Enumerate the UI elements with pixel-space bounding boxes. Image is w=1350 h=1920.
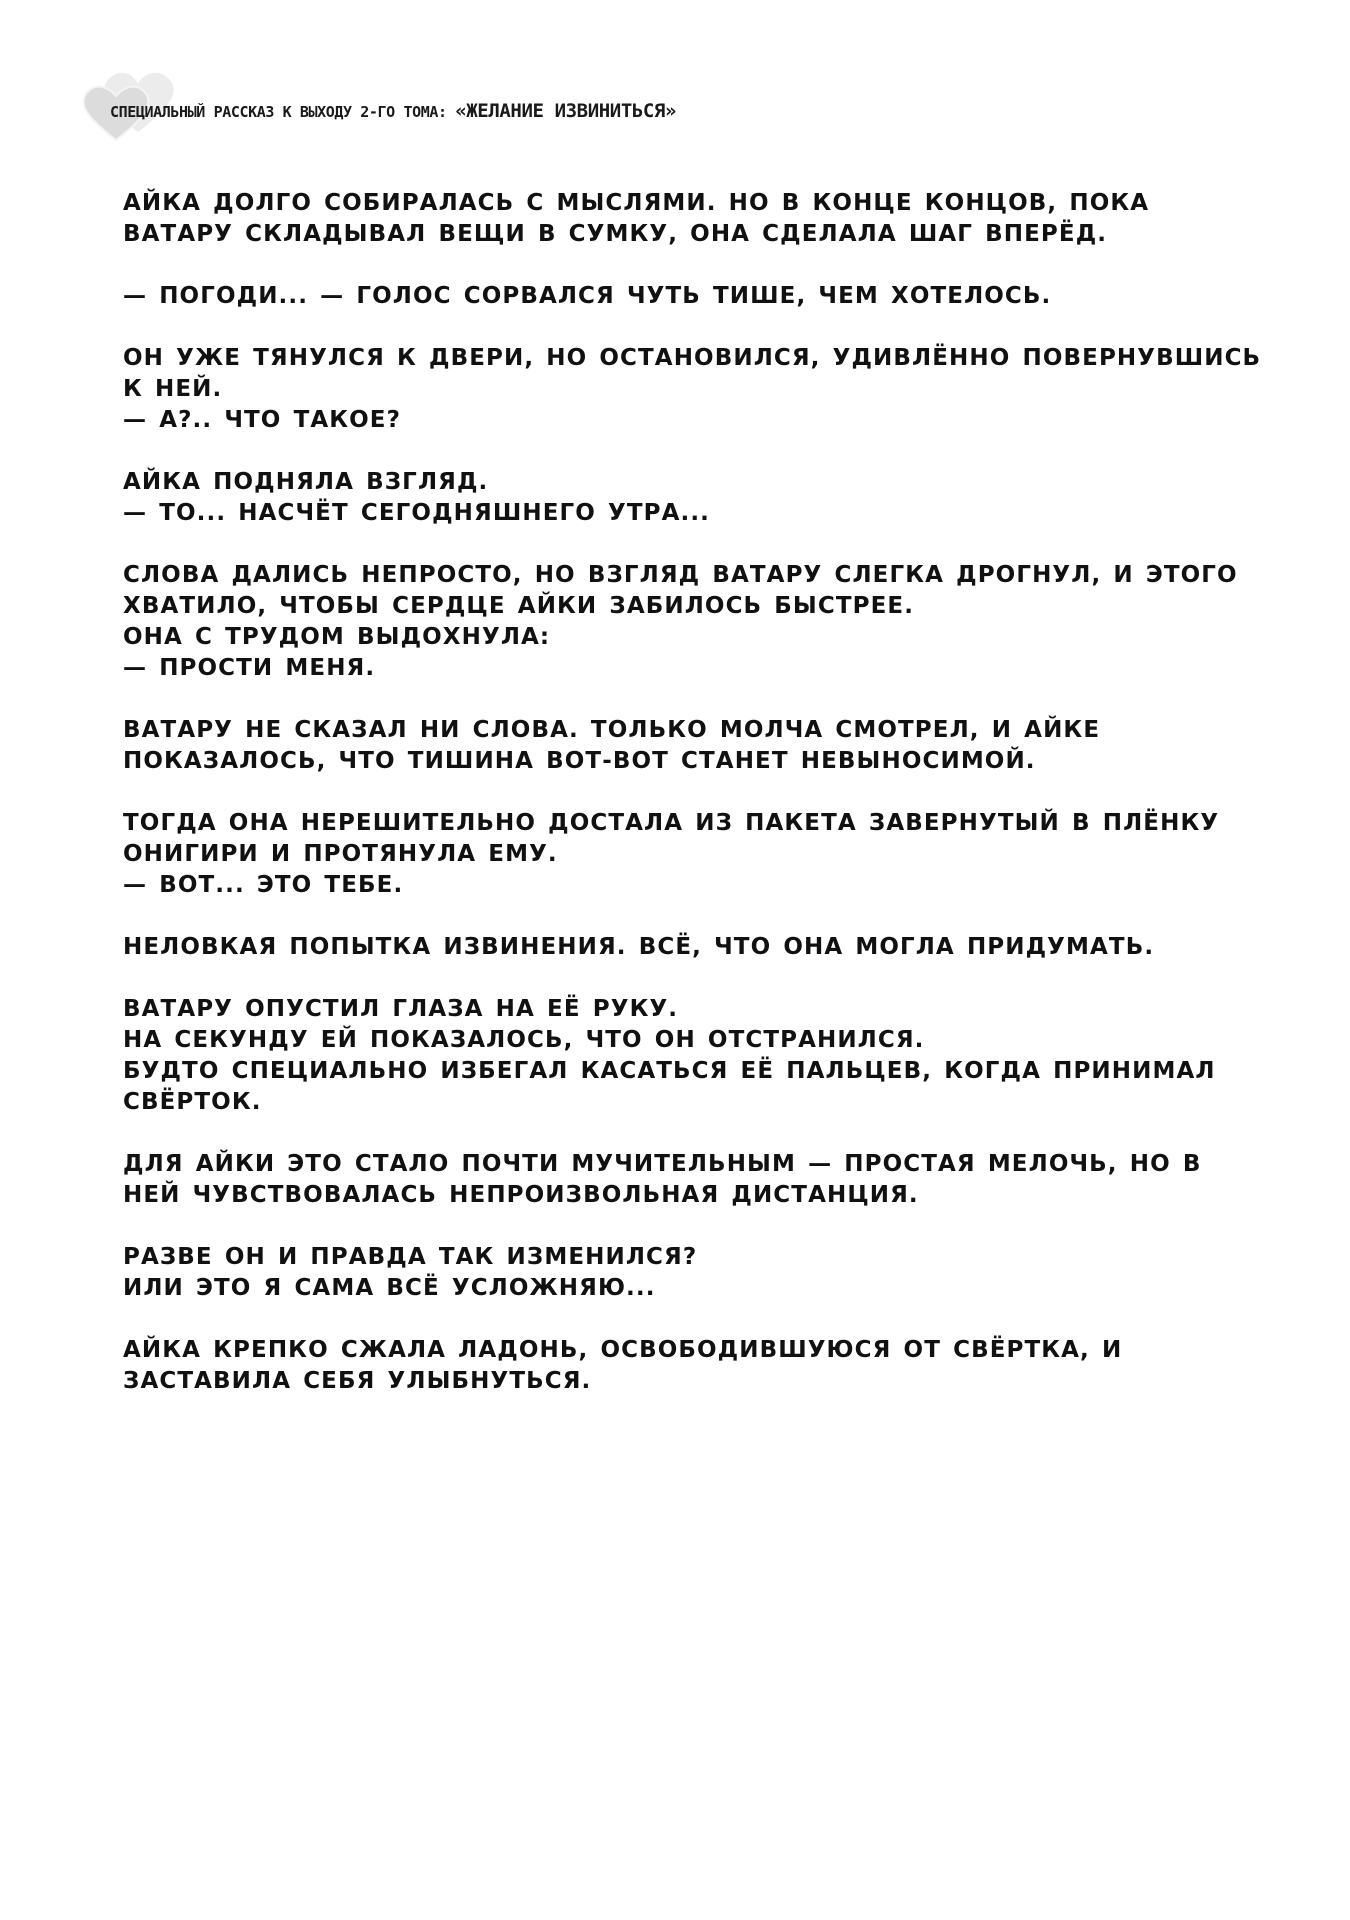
story-paragraph — [123, 994, 1243, 1118]
story-line: — ВОТ... ЭТО ТЕБЕ. — [123, 872, 404, 898]
story-line: ТОГДА ОНА НЕРЕШИТЕЛЬНО ДОСТАЛА ИЗ ПАКЕТА ЗАВЕРНУТЫЙ В ПЛЁНКУ — [123, 810, 1220, 836]
story-line: — ПОГОДИ... — ГОЛОС СОРВАЛСЯ ЧУТЬ ТИШЕ, ЧЕМ ХОТЕЛОСЬ. — [123, 283, 1052, 309]
story-line: АЙКА ПОДНЯЛА ВЗГЛЯД. — [123, 469, 489, 495]
story-line: ВАТАРУ НЕ СКАЗАЛ НИ СЛОВА. ТОЛЬКО МОЛЧА СМОТРЕЛ, И АЙКЕ — [123, 717, 1101, 743]
story-line: ОНА С ТРУДОМ ВЫДОХНУЛА: — [123, 624, 551, 650]
story-paragraph — [123, 932, 1243, 963]
story-line: НЕЙ ЧУВСТВОВАЛАСЬ НЕПРОИЗВОЛЬНАЯ ДИСТАНЦИЯ. — [123, 1182, 919, 1208]
story-paragraph — [123, 467, 1243, 529]
story-paragraph — [123, 560, 1243, 684]
story-header — [110, 100, 676, 122]
story-line: АЙКА КРЕПКО СЖАЛА ЛАДОНЬ, ОСВОБОДИВШУЮСЯ ОТ СВЁРТКА, И — [123, 1337, 1123, 1363]
story-line: НЕЛОВКАЯ ПОПЫТКА ИЗВИНЕНИЯ. ВСЁ, ЧТО ОНА МОГЛА ПРИДУМАТЬ. — [123, 934, 1155, 960]
story-paragraph — [123, 1149, 1243, 1211]
story-line: АЙКА ДОЛГО СОБИРАЛАСЬ С МЫСЛЯМИ. НО В КОНЦЕ КОНЦОВ, ПОКА — [123, 190, 1150, 216]
story-line: — ПРОСТИ МЕНЯ. — [123, 655, 376, 681]
story-paragraph — [123, 1335, 1243, 1397]
story-line: ОНИГИРИ И ПРОТЯНУЛА ЕМУ. — [123, 841, 558, 867]
story-line: ВАТАРУ ОПУСТИЛ ГЛАЗА НА ЕЁ РУКУ. — [123, 996, 679, 1022]
story-line: ПОКАЗАЛОСЬ, ЧТО ТИШИНА ВОТ-ВОТ СТАНЕТ НЕВЫНОСИМОЙ. — [123, 748, 1036, 774]
story-title: «ЖЕЛАНИЕ ИЗВИНИТЬСЯ» — [455, 100, 677, 122]
story-line: — А?.. ЧТО ТАКОЕ? — [123, 407, 402, 433]
story-paragraph — [123, 715, 1243, 777]
story-paragraph — [123, 1242, 1243, 1304]
story-line: ХВАТИЛО, ЧТОБЫ СЕРДЦЕ АЙКИ ЗАБИЛОСЬ БЫСТРЕЕ. — [123, 593, 915, 619]
story-paragraph — [123, 343, 1262, 436]
page-header — [76, 62, 1276, 142]
story-line: ИЛИ ЭТО Я САМА ВСЁ УСЛОЖНЯЮ... — [123, 1275, 656, 1301]
story-line: ЗАСТАВИЛА СЕБЯ УЛЫБНУТЬСЯ. — [123, 1368, 592, 1394]
header-prefix: СПЕЦИАЛЬНЫЙ РАССКАЗ К ВЫХОДУ 2-ГО ТОМА: — [110, 103, 456, 121]
story-line: ДЛЯ АЙКИ ЭТО СТАЛО ПОЧТИ МУЧИТЕЛЬНЫМ — ПРОСТАЯ МЕЛОЧЬ, НО В — [123, 1151, 1202, 1177]
story-line: СВЁРТОК. — [123, 1089, 262, 1115]
story-paragraph — [123, 281, 1243, 312]
story-paragraph — [123, 188, 1243, 250]
story-line: РАЗВЕ ОН И ПРАВДА ТАК ИЗМЕНИЛСЯ? — [123, 1244, 698, 1270]
story-line: БУДТО СПЕЦИАЛЬНО ИЗБЕГАЛ КАСАТЬСЯ ЕЁ ПАЛЬЦЕВ, КОГДА ПРИНИМАЛ — [123, 1058, 1216, 1084]
story-line: ВАТАРУ СКЛАДЫВАЛ ВЕЩИ В СУМКУ, ОНА СДЕЛАЛА ШАГ ВПЕРЁД. — [123, 221, 1108, 247]
story-line: К НЕЙ. — [123, 376, 223, 402]
story-paragraph — [123, 808, 1243, 901]
story-text — [123, 188, 1262, 1428]
story-line: ОН УЖЕ ТЯНУЛСЯ К ДВЕРИ, НО ОСТАНОВИЛСЯ, УДИВЛЁННО ПОВЕРНУВШИСЬ — [123, 345, 1262, 371]
story-line: НА СЕКУНДУ ЕЙ ПОКАЗАЛОСЬ, ЧТО ОН ОТСТРАНИЛСЯ. — [123, 1027, 925, 1053]
story-line: — ТО... НАСЧЁТ СЕГОДНЯШНЕГО УТРА... — [123, 500, 711, 526]
story-line: СЛОВА ДАЛИСЬ НЕПРОСТО, НО ВЗГЛЯД ВАТАРУ СЛЕГКА ДРОГНУЛ, И ЭТОГО — [123, 562, 1238, 588]
